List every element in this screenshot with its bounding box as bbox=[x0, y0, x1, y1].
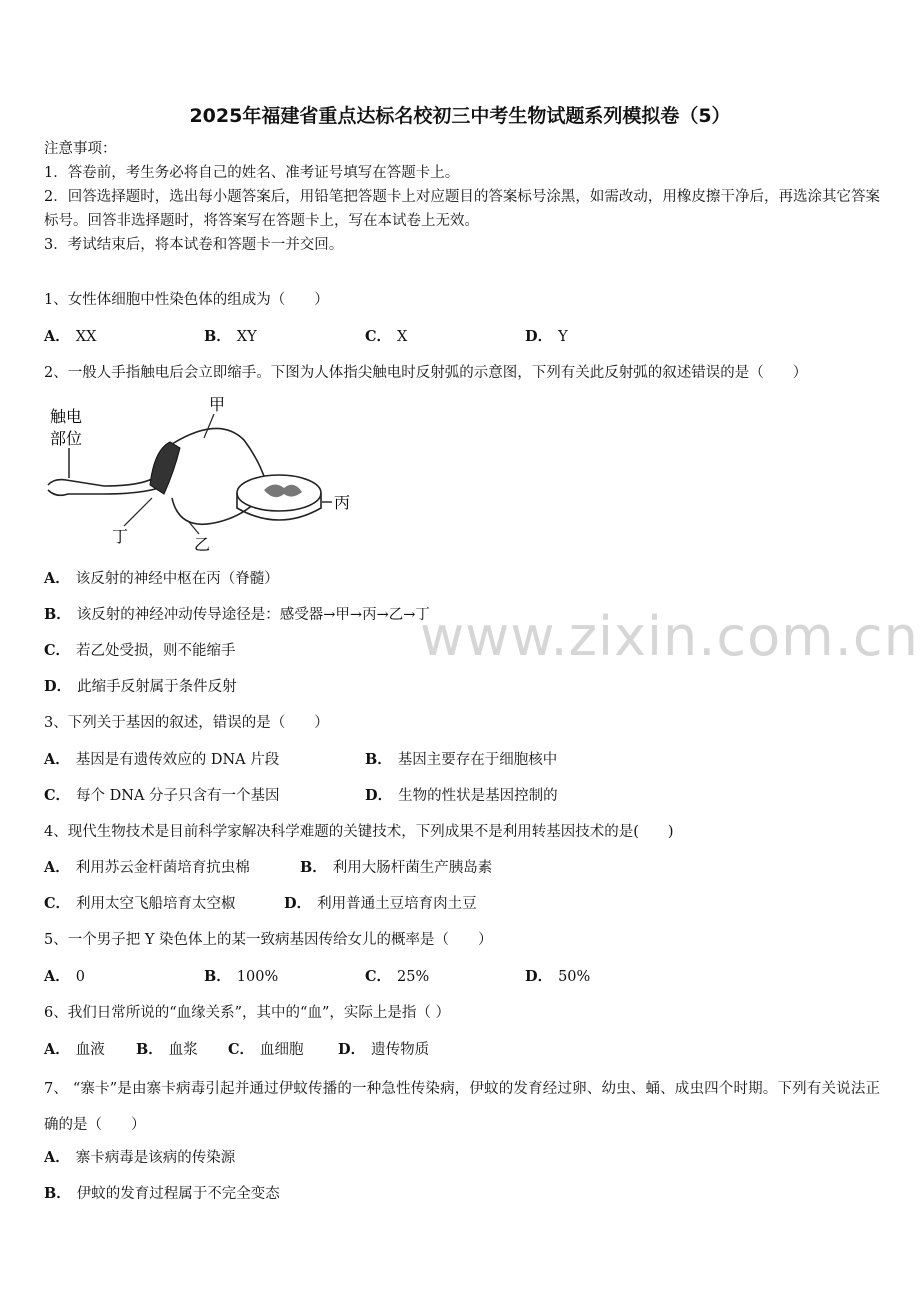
receptor-effector bbox=[150, 442, 180, 494]
q7-option-a: A． 寨卡病毒是该病的传染源 bbox=[44, 1149, 236, 1166]
question-7-stem: 7、 “寨卡”是由寨卡病毒引起并通过伊蚊传播的一种急性传染病，伊蚊的发育经过卵、幼虫、蛹、成虫四个时期。下列有关说法正确的是（ ） bbox=[44, 1081, 880, 1133]
q2-option-b: B． 该反射的神经冲动传导途径是：感受器→甲→丙→乙→丁 bbox=[44, 606, 430, 623]
q2-option-d: D． 此缩手反射属于条件反射 bbox=[44, 678, 237, 695]
question-6-stem: 6、我们日常所说的“血缘关系”，其中的“血”，实际上是指（ ） bbox=[44, 1005, 450, 1021]
finger-outline-bottom bbox=[48, 488, 159, 495]
q1-option-c: C． X bbox=[365, 328, 408, 345]
notice-item-3: 3．考试结束后，将本试卷和答题卡一并交回。 bbox=[44, 237, 344, 253]
pointer-jia bbox=[204, 414, 214, 438]
q6-option-d: D． 遗传物质 bbox=[338, 1041, 430, 1058]
q4-option-b: B． 利用大肠杆菌生产胰岛素 bbox=[300, 859, 493, 876]
label-part: 部位 bbox=[50, 429, 83, 448]
question-2-stem: 2、一般人手指触电后会立即缩手。下图为人体指尖触电时反射弧的示意图，下列有关此反射弧的叙述错误的是（ ） bbox=[44, 365, 808, 381]
reflex-arc-figure bbox=[44, 390, 354, 555]
q4-option-c: C． 利用太空飞船培育太空椒 bbox=[44, 895, 236, 912]
notice-item-1: 1．答卷前，考生务必将自己的姓名、准考证号填写在答题卡上。 bbox=[44, 165, 460, 181]
question-1-stem: 1、女性体细胞中性染色体的组成为（ ） bbox=[44, 292, 329, 308]
q6-option-b: B． 血浆 bbox=[136, 1041, 198, 1058]
question-5-stem: 5、一个男子把 Y 染色体上的某一致病基因传给女儿的概率是（ ） bbox=[44, 932, 493, 948]
notice-heading: 注意事项： bbox=[44, 141, 117, 157]
q3-option-b: B． 基因主要存在于细胞核中 bbox=[365, 751, 558, 768]
q3-option-d: D． 生物的性状是基因控制的 bbox=[365, 787, 558, 804]
q2-option-a: A． 该反射的神经中枢在丙（脊髓） bbox=[44, 570, 279, 587]
q1-option-a: A． XX bbox=[44, 328, 97, 345]
pointer-ding bbox=[124, 498, 152, 526]
q6-option-c: C． 血细胞 bbox=[228, 1041, 304, 1058]
q4-option-a: A． 利用苏云金杆菌培育抗虫棉 bbox=[44, 859, 250, 876]
watermark: www.zixin.com.cn bbox=[420, 605, 919, 668]
notice-item-2: 2．回答选择题时，选出每小题答案后，用铅笔把答题卡上对应题目的答案标号涂黑，如需改动，用橡皮擦干净后，再选涂其它答案标号。回答非选择题时，将答案写在答题卡上，写在本试卷上无效。 bbox=[44, 189, 880, 229]
q3-option-a: A． 基因是有遗传效应的 DNA 片段 bbox=[44, 751, 280, 768]
q5-option-c: C． 25% bbox=[365, 968, 430, 985]
finger-outline-top bbox=[48, 478, 154, 486]
q1-option-b: B． XY bbox=[204, 328, 257, 345]
q7-option-b: B． 伊蚊的发育过程属于不完全变态 bbox=[44, 1185, 280, 1202]
q5-option-a: A． 0 bbox=[44, 968, 85, 985]
nerve-jia bbox=[172, 428, 266, 482]
q5-option-b: B． 100% bbox=[204, 968, 279, 985]
label-ding: 丁 bbox=[112, 527, 129, 546]
question-4-stem: 4、现代生物技术是目前科学家解决科学难题的关键技术，下列成果不是利用转基因技术的是( ) bbox=[44, 824, 674, 840]
q5-option-d: D． 50% bbox=[525, 968, 591, 985]
q4-option-d: D． 利用普通土豆培育肉土豆 bbox=[284, 895, 477, 912]
question-3-stem: 3、下列关于基因的叙述，错误的是（ ） bbox=[44, 715, 329, 731]
page-title: 2025年福建省重点达标名校初三中考生物试题系列模拟卷（5） bbox=[189, 105, 731, 127]
label-touch: 触电 bbox=[50, 407, 83, 426]
label-jia: 甲 bbox=[209, 395, 226, 414]
q6-option-a: A． 血液 bbox=[44, 1041, 105, 1058]
q3-option-c: C． 每个 DNA 分子只含有一个基因 bbox=[44, 787, 280, 804]
label-bing: 丙 bbox=[334, 493, 351, 512]
q2-option-c: C． 若乙处受损，则不能缩手 bbox=[44, 642, 236, 659]
q1-option-d: D． Y bbox=[525, 328, 568, 345]
label-yi: 乙 bbox=[194, 535, 211, 554]
